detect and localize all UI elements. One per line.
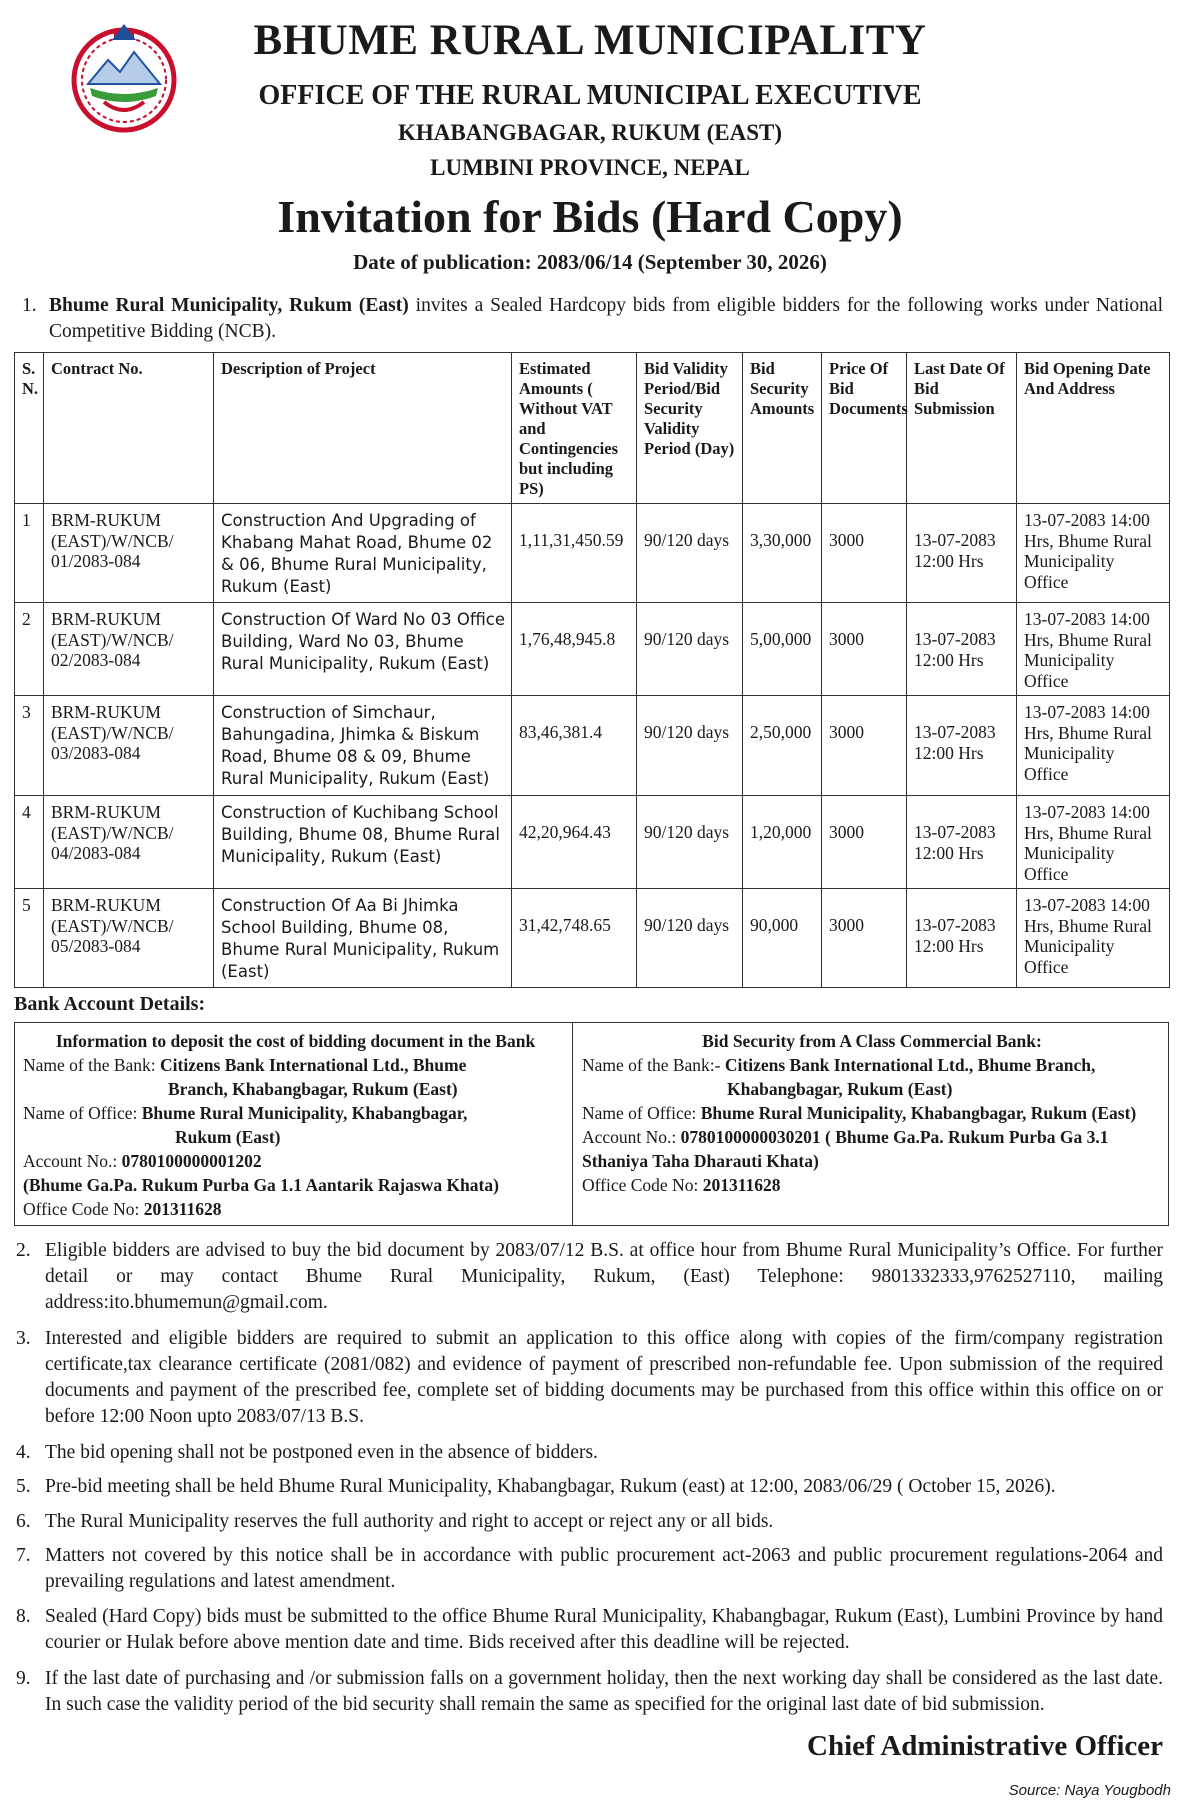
works-table <box>14 352 1170 988</box>
bank-right-title: Bid Security from A Class Commercial Bank: <box>702 1031 1042 1051</box>
bank-details-box <box>14 1022 1169 1226</box>
bank-right-bank-line <box>582 1053 1162 1077</box>
cell-price: 3000 <box>822 889 907 988</box>
cell-validity: 90/120 days <box>637 696 743 796</box>
clause-number: 8. <box>16 1606 31 1627</box>
cell-estimated: 1,11,31,450.59 <box>512 504 637 603</box>
signatory-title: Chief Administrative Officer <box>807 1730 1163 1762</box>
col-header-estimated: Estimated Amounts ( Without VAT and Contingencies but including PS) <box>512 353 637 504</box>
clause-text: Eligible bidders are advised to buy the bid document by 2083/07/12 B.S. at office hour from Bhume Rural Municipality’s Office. For further detail or may contact Bhume Rural Municipality, Rukum, (East) Telephone: 9801332333,9762527110, mailing address:ito.bhumemun@gmail.com. <box>45 1240 1163 1313</box>
intro-lead: Bhume Rural Municipality, Rukum (East) <box>49 295 409 316</box>
intro-text: invites a Sealed Hardcopy bids from eligible bidders for the following works under National Competitive Bidding (NCB). <box>49 295 1163 342</box>
cell-price: 3000 <box>822 796 907 889</box>
col-header-security: Bid Security Amounts <box>743 353 822 504</box>
notice-title: Invitation for Bids (Hard Copy) <box>277 191 903 242</box>
bank-right-account-line <box>582 1125 1162 1149</box>
cell-contract: BRM-RUKUM (EAST)/W/NCB/ 03/2083-084 <box>44 696 214 796</box>
bank-right-bank-value-2: Khabangbagar, Rukum (East) <box>727 1079 953 1099</box>
bank-right-account-value: 0780100000030201 ( Bhume Ga.Pa. Rukum Purba Ga 3.1 <box>680 1127 1109 1147</box>
bank-left-account-name: (Bhume Ga.Pa. Rukum Purba Ga 1.1 Aantarik Rajaswa Khata) <box>23 1175 499 1195</box>
bank-left-code-line <box>23 1197 568 1221</box>
col-header-validity: Bid Validity Period/Bid Security Validity Period (Day) <box>637 353 743 504</box>
cell-validity: 90/120 days <box>637 504 743 603</box>
bank-right-office-value: Bhume Rural Municipality, Khabangbagar, Rukum (East) <box>700 1103 1137 1123</box>
clause-number: 6. <box>16 1511 31 1532</box>
bank-left-account-label: Account No.: <box>23 1151 122 1171</box>
bank-left-account-line <box>23 1149 568 1173</box>
clause-number: 1. <box>22 295 37 316</box>
cell-price: 3000 <box>822 603 907 696</box>
bank-left-code-label: Office Code No: <box>23 1199 144 1219</box>
cell-description: Construction of Kuchibang School Building, Bhume 08, Bhume Rural Municipality, Rukum (East) <box>214 796 512 889</box>
cell-contract: BRM-RUKUM (EAST)/W/NCB/ 01/2083-084 <box>44 504 214 603</box>
bank-right-bank-value: Citizens Bank International Ltd., Bhume Branch, <box>724 1055 1096 1075</box>
cell-last-date: 13-07-2083 12:00 Hrs <box>907 889 1017 988</box>
bank-left-bank-label: Name of the Bank: <box>23 1055 161 1075</box>
col-header-opening: Bid Opening Date And Address <box>1017 353 1170 504</box>
bank-right-account-label: Account No.: <box>582 1127 681 1147</box>
bank-left-office-label: Name of Office: <box>23 1103 142 1123</box>
cell-opening: 13-07-2083 14:00 Hrs, Bhume Rural Municipality Office <box>1017 889 1170 988</box>
cell-last-date: 13-07-2083 12:00 Hrs <box>907 504 1017 603</box>
cell-contract: BRM-RUKUM (EAST)/W/NCB/ 02/2083-084 <box>44 603 214 696</box>
cell-last-date: 13-07-2083 12:00 Hrs <box>907 696 1017 796</box>
nepal-emblem-icon <box>68 22 180 134</box>
clause-text: Pre-bid meeting shall be held Bhume Rural Municipality, Khabangbagar, Rukum (east) at 12:00, 2083/06/29 ( October 15, 2026). <box>45 1476 1056 1497</box>
col-header-description: Description of Project <box>214 353 512 504</box>
cell-security: 2,50,000 <box>743 696 822 796</box>
bank-right-bank-label: Name of the Bank:- <box>582 1055 725 1075</box>
clause-number: 4. <box>16 1442 31 1463</box>
bank-details-heading: Bank Account Details: <box>14 993 206 1015</box>
cell-estimated: 1,76,48,945.8 <box>512 603 637 696</box>
table-header-row <box>15 353 1170 504</box>
cell-validity: 90/120 days <box>637 889 743 988</box>
cell-contract: BRM-RUKUM (EAST)/W/NCB/ 04/2083-084 <box>44 796 214 889</box>
table-row <box>15 696 1170 796</box>
clause-text: If the last date of purchasing and /or submission falls on a government holiday, then the next working day shall be considered as the last date. In such case the validity period of the bid security shall remain the same as specified for the original last date of bid submission. <box>45 1668 1163 1715</box>
clause-number: 2. <box>16 1240 31 1261</box>
cell-estimated: 31,42,748.65 <box>512 889 637 988</box>
cell-contract: BRM-RUKUM (EAST)/W/NCB/ 05/2083-084 <box>44 889 214 988</box>
cell-security: 3,30,000 <box>743 504 822 603</box>
table-row <box>15 796 1170 889</box>
intro-paragraph <box>49 293 1163 345</box>
cell-price: 3000 <box>822 696 907 796</box>
cell-price: 3000 <box>822 504 907 603</box>
bank-left-account-value: 0780100000001202 <box>121 1151 262 1171</box>
cell-description: Construction Of Aa Bi Jhimka School Building, Bhume 08, Bhume Rural Municipality, Rukum (East) <box>214 889 512 988</box>
cell-security: 90,000 <box>743 889 822 988</box>
bank-document-fee-panel <box>23 1029 568 1221</box>
cell-opening: 13-07-2083 14:00 Hrs, Bhume Rural Municipality Office <box>1017 796 1170 889</box>
cell-estimated: 83,46,381.4 <box>512 696 637 796</box>
bank-right-account-value-2: Sthaniya Taha Dharauti Khata) <box>582 1151 819 1171</box>
cell-description: Construction of Simchaur, Bahungadina, Jhimka & Biskum Road, Bhume 08 & 09, Bhume Rural Municipality, Rukum (East) <box>214 696 512 796</box>
col-header-last-date: Last Date Of Bid Submission <box>907 353 1017 504</box>
bank-bid-security-panel <box>582 1029 1162 1197</box>
office-name: OFFICE OF THE RURAL MUNICIPAL EXECUTIVE <box>258 80 922 111</box>
clause-text: The Rural Municipality reserves the full authority and right to accept or reject any or all bids. <box>45 1511 774 1532</box>
source-credit: Source: Naya Yougbodh <box>1008 1782 1171 1799</box>
clause-text: The bid opening shall not be postponed even in the absence of bidders. <box>45 1442 598 1463</box>
bank-left-code-value: 201311628 <box>143 1199 222 1219</box>
clause-number: 7. <box>16 1545 31 1566</box>
bank-right-code-value: 201311628 <box>702 1175 781 1195</box>
cell-description: Construction Of Ward No 03 Office Building, Ward No 03, Bhume Rural Municipality, Rukum (East) <box>214 603 512 696</box>
bank-left-office-value-2: Rukum (East) <box>175 1127 281 1147</box>
bank-right-office-label: Name of Office: <box>582 1103 701 1123</box>
cell-sn: 5 <box>15 889 44 988</box>
clause-text: Matters not covered by this notice shall be in accordance with public procurement act-2063 and public procurement regulations-2064 and prevailing regulations and latest amendment. <box>45 1545 1163 1592</box>
clause-text: Interested and eligible bidders are required to submit an application to this office along with copies of the firm/company registration certificate,tax clearance certificate (2081/082) and evidence of payment of prescribed non-refundable fee. Upon submission of the required documents and payment of the prescribed fee, complete set of bidding documents may be purchased from this office within this office on or before 12:00 Noon upto 2083/07/13 B.S. <box>45 1328 1163 1427</box>
cell-validity: 90/120 days <box>637 603 743 696</box>
table-row <box>15 504 1170 603</box>
table-row <box>15 603 1170 696</box>
bank-left-bank-value-2: Branch, Khabangbagar, Rukum (East) <box>168 1079 458 1099</box>
cell-last-date: 13-07-2083 12:00 Hrs <box>907 603 1017 696</box>
bank-left-office-value: Bhume Rural Municipality, Khabangbagar, <box>141 1103 468 1123</box>
cell-sn: 2 <box>15 603 44 696</box>
province-line: LUMBINI PROVINCE, NEPAL <box>430 155 750 180</box>
bank-box-divider <box>572 1023 573 1225</box>
clause-text: Sealed (Hard Copy) bids must be submitted to the office Bhume Rural Municipality, Khabangbagar, Rukum (East), Lumbini Province by hand courier or Hulak before above mention date and time. Bids received after this deadline will be rejected. <box>45 1606 1163 1653</box>
cell-opening: 13-07-2083 14:00 Hrs, Bhume Rural Municipality Office <box>1017 603 1170 696</box>
cell-opening: 13-07-2083 14:00 Hrs, Bhume Rural Municipality Office <box>1017 504 1170 603</box>
cell-sn: 4 <box>15 796 44 889</box>
bank-left-title: Information to deposit the cost of bidding document in the Bank <box>55 1031 536 1051</box>
clause-number: 5. <box>16 1476 31 1497</box>
cell-sn: 3 <box>15 696 44 796</box>
clause-number: 3. <box>16 1328 31 1349</box>
office-location: KHABANGBAGAR, RUKUM (EAST) <box>398 120 782 145</box>
cell-validity: 90/120 days <box>637 796 743 889</box>
bank-left-bank-line <box>23 1053 568 1077</box>
publication-date: Date of publication: 2083/06/14 (September 30, 2026) <box>353 250 827 274</box>
bank-left-bank-value: Citizens Bank International Ltd., Bhume <box>160 1055 467 1075</box>
bank-right-office-line <box>582 1101 1162 1125</box>
cell-security: 5,00,000 <box>743 603 822 696</box>
clause-number: 9. <box>16 1668 31 1689</box>
bank-right-code-label: Office Code No: <box>582 1175 703 1195</box>
table-row <box>15 889 1170 988</box>
col-header-price: Price Of Bid Documents <box>822 353 907 504</box>
cell-last-date: 13-07-2083 12:00 Hrs <box>907 796 1017 889</box>
cell-sn: 1 <box>15 504 44 603</box>
col-header-contract: Contract No. <box>44 353 214 504</box>
col-header-sn: S. N. <box>15 353 44 504</box>
cell-description: Construction And Upgrading of Khabang Mahat Road, Bhume 02 & 06, Bhume Rural Municipality, Rukum (East) <box>214 504 512 603</box>
cell-estimated: 42,20,964.43 <box>512 796 637 889</box>
bank-right-code-line <box>582 1173 1162 1197</box>
cell-security: 1,20,000 <box>743 796 822 889</box>
org-name: BHUME RURAL MUNICIPALITY <box>253 17 927 64</box>
bank-left-office-line <box>23 1101 568 1125</box>
cell-opening: 13-07-2083 14:00 Hrs, Bhume Rural Municipality Office <box>1017 696 1170 796</box>
